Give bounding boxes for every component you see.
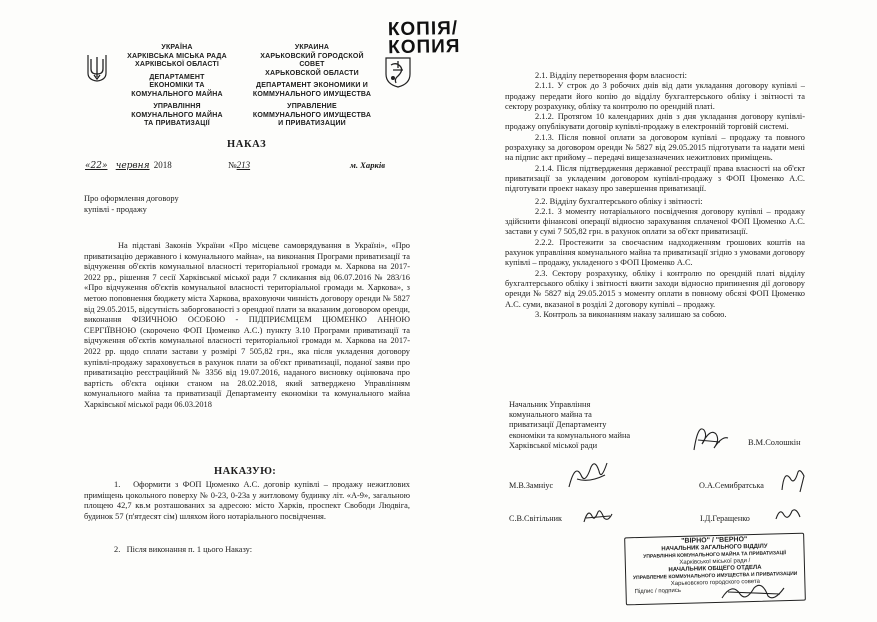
- order-date-year: 2018: [153, 160, 172, 170]
- signatory-line1: Начальник Управління: [509, 400, 591, 409]
- trident-emblem-icon: [86, 53, 108, 83]
- approval-svitilnyk: С.В.Світільник: [509, 514, 563, 523]
- clause-2-3: 2.3. Сектору розрахунку, обліку і контролю по орендній платі відділу бухгалтерського обліку і звітності вжити заходи відносно припинення дії договору оренди № 5827 від 29.05.2015 з моменту оплати в повному обсязі ФОП Цюменко А.С. суми, вказаної в розділі 2 договору купівлі – продажу.: [505, 268, 805, 309]
- copy-stamp-ru: КОПИЯ: [387, 35, 461, 59]
- clause-2-2-2: 2.2.2. Простежити за своєчасним надходженням грошових коштів на рахунок управління комунального майна та приватизації згідно з умовами договору купівлі – продажу, укладеного з ФОП Цюменко А.С.: [505, 237, 805, 268]
- copy-stamp-ua: КОПІЯ/: [387, 17, 459, 41]
- clause-2-1-4: 2.1.4. Після підтвердження державної реєстрації права власності на об'єкт приватизації за укладеним договором купівлі-продажу з ФОП Цюменко А.С. підготувати проект наказу про завершення приватизації.: [505, 163, 805, 194]
- clause-2-1-3: 2.1.3. Після повної оплати за договором купівлі – продажу та повного розрахунку за договором оренди № 5827 від 29.05.2015 підготувати та надати мені на підпис акт прийому – передачі вищезазначених нежитлових приміщень.: [505, 132, 805, 163]
- order-city: м. Харків: [350, 160, 386, 170]
- item-1: [84, 480, 410, 522]
- right-column: [505, 71, 805, 320]
- header-ua-dept-property: КОМУНАЛЬНОГО МАЙНА: [131, 90, 223, 98]
- verno-stamp-title: "ВІРНО" / "ВЕРНО": [681, 536, 748, 545]
- header-ru-office-privatization: И ПРИВАТИЗАЦИИ: [278, 120, 346, 127]
- verno-stamp-line6: УПРАВЛЕНИЕ КОММУНАЛЬНОГО ИМУЩЕСТВА И ПРИВАТИЗАЦИИ: [632, 570, 798, 582]
- signatory-line4: економіки та комунального майна: [509, 430, 631, 440]
- approval-semybratska: О.А.Семибратська: [699, 481, 764, 490]
- clause-3: 3. Контроль за виконанням наказу залишаю за собою.: [535, 309, 727, 319]
- header-ru-country: УКРАИНА: [294, 44, 330, 51]
- header-ua-region: ХАРКІВСЬКОЇ ОБЛАСТІ: [134, 61, 220, 68]
- clause-2-1-2: 2.1.2. Протягом 10 календарних днів з дня укладання договору купівлі-продажу опублікувати договір купівлі-продажу в електронній торговій системі.: [505, 112, 805, 132]
- signatory-line2: комунального майна та: [509, 410, 592, 420]
- clause-2-2-1: 2.2.1. З моменту нотаріального посвідчення договору купівлі – продажу здійснити фінансові операції відносно зарахування сплаченої ФОП Цюменко А.С. застави у сумі 7 505,82 грн. в рахунок оплати за об'єкт приватизації.: [505, 206, 805, 237]
- header-ru-region: ХАРЬКОВСКОЙ ОБЛАСТИ: [265, 69, 359, 77]
- header-ua-council: ХАРКІВСЬКА МІСЬКА РАДА: [127, 52, 227, 60]
- order-title: НАКАЗ: [227, 139, 267, 150]
- clause-2-2: 2.2. Відділу бухгалтерського обліку і звітності:: [535, 196, 703, 206]
- order-date-line: [85, 160, 172, 171]
- header-ua-office: УПРАВЛІННЯ: [153, 103, 201, 110]
- signature-zamnius: [565, 457, 611, 493]
- header-ua-office-property: КОМУНАЛЬНОГО МАЙНА: [131, 111, 223, 119]
- header-ua-dept: ДЕПАРТАМЕНТ: [149, 73, 205, 81]
- item-1-number: 1.: [114, 480, 121, 489]
- verno-stamp-signature-label: Підпис / подпись: [634, 587, 682, 596]
- header-ru-dept-property: КОММУНАЛЬНОГО ИМУЩЕСТВА: [252, 90, 372, 98]
- item-2: [84, 545, 410, 556]
- verno-stamp-line7: Харьковского городского совета: [670, 578, 761, 588]
- order-subject: [84, 193, 179, 215]
- header-ru-office-property: КОММУНАЛЬНОГО ИМУЩЕСТВА: [252, 111, 372, 119]
- verno-stamp-line4: Харківської міської ради /: [679, 558, 751, 566]
- header-ua: [112, 44, 242, 129]
- order-subject-line2: купівлі - продажу: [84, 205, 147, 214]
- item-2-number: 2.: [114, 545, 121, 554]
- header-ru-dept: ДЕПАРТАМЕНТ ЭКОНОМИКИ И: [256, 82, 368, 89]
- item-2-text: Після виконання п. 1 цього Наказу:: [126, 545, 253, 554]
- item-1-text: Оформити з ФОП Цюменко А.С. договір купівлі – продажу нежитлових приміщень цокольного поверху № 0-23, 0-23а у житловому будинку літ. «А-9», загальною площею 42,7 кв.м розташованих за адресою: місто Харків, проспект Свободи Людвіга, будинок 57 (п'ятдесят сім) шляхом його нотаріального посвідчення.: [84, 480, 410, 521]
- order-date-month: червня: [115, 161, 150, 171]
- signature-soloshkin: [690, 420, 730, 456]
- header-ru-council-2: СОВЕТ: [299, 61, 325, 68]
- signatory-line5: Харківської міської ради: [509, 440, 598, 450]
- signatory-title: [509, 400, 630, 451]
- approval-zamnius: М.В.Замніус: [509, 481, 554, 490]
- signature-verno-stamp: [718, 580, 788, 604]
- signature-svitilnyk: [582, 504, 614, 526]
- verno-stamp-line5: НАЧАЛЬНИК ОБЩЕГО ОТДЕЛА: [668, 564, 762, 574]
- signature-herashchenko: [774, 505, 802, 523]
- signature-semybratska: [778, 466, 808, 494]
- resolve-heading: НАКАЗУЮ:: [214, 466, 277, 477]
- city-emblem-icon: [384, 56, 412, 88]
- approval-herashchenko: І.Д.Геращенко: [700, 514, 750, 523]
- order-subject-line1: Про оформлення договору: [84, 194, 179, 203]
- order-date-day: «22»: [85, 161, 108, 171]
- clause-2-1-1: 2.1.1. У строк до 3 робочих днів від дати укладання договору купівлі – продажу передати його копію до відділу бухгалтерського обліку і звітності та сектору розрахунку, обліку та контролю по орендній платі.: [505, 81, 805, 111]
- signatory-name: В.М.Солошкін: [748, 438, 801, 447]
- clause-2-1: 2.1. Відділу перетворення форм власності:: [535, 71, 687, 80]
- header-ua-dept-econ: ЕКОНОМІКИ ТА: [149, 82, 205, 89]
- verno-stamp-line3: УПРАВЛІННЯ КОМУНАЛЬНОГО МАЙНА ТА ПРИВАТИЗАЦІЇ: [643, 550, 787, 560]
- order-number: [228, 160, 250, 170]
- header-ru-office: УПРАВЛЕНИЕ: [287, 103, 337, 110]
- verno-stamp-line2: НАЧАЛЬНИК ЗАГАЛЬНОГО ВІДДІЛУ: [661, 543, 768, 553]
- preamble-text: На підставі Законів України «Про місцеве самоврядування в Україні», «Про приватизацію державного і комунального майна», на виконання Програми приватизації та відчуження об'єктів комунальної власності територіальної громади м. Харкова на 2017-2022 рр., рішення 7 сесії Харківської міської ради 7 скликання від 06.07.2016 № 283/16 «Про відчуження об'єктів комунальної власності територіальної громади м. Харкова», з метою поповнення бюджету міста Харкова, враховуючи чинність договору оренди № 5827 від 29.05.2015, відсутність заборгованості з орендної плати за вказаним договором оренди, виконання ФІЗИЧНОЮ ОСОБОЮ - ПІДПРИЄМЦЕМ ЦЮМЕНКО АННОЮ СЕРГІЇВНОЮ (скорочено ФОП Цюменко А.С.) пункту 3.10 Програми приватизації та відчуження об'єктів комунальної власності територіальної громади м. Харкова на 2017-2022 рр. щодо сплати застави у розмірі 7 505,82 грн., яка після укладення договору купівлі-продажу зараховується в рахунок плати за об'єкт приватизації, поданої заяви про приватизацію реєстраційний № 3356 від 19.07.2016, наданого висновку оцінювача про вартість об'єкта оцінки станом на 28.02.2018, який затверджено Управлінням комунального майна та приватизації Департаменту економіки та комунального майна Харківської міської ради 06.03.2018: [84, 241, 410, 409]
- header-ru-council: ХАРЬКОВСКИЙ ГОРОДСКОЙ: [260, 52, 364, 60]
- header-ua-country: УКРАЇНА: [161, 44, 193, 51]
- header-ru: [246, 44, 378, 129]
- preamble-paragraph: [84, 241, 410, 411]
- header-ua-office-privatization: ТА ПРИВАТИЗАЦІЇ: [144, 120, 210, 127]
- order-number-prefix: №: [228, 160, 237, 170]
- order-number-value: 213: [236, 160, 251, 170]
- signatory-line3: приватизації Департаменту: [509, 420, 607, 430]
